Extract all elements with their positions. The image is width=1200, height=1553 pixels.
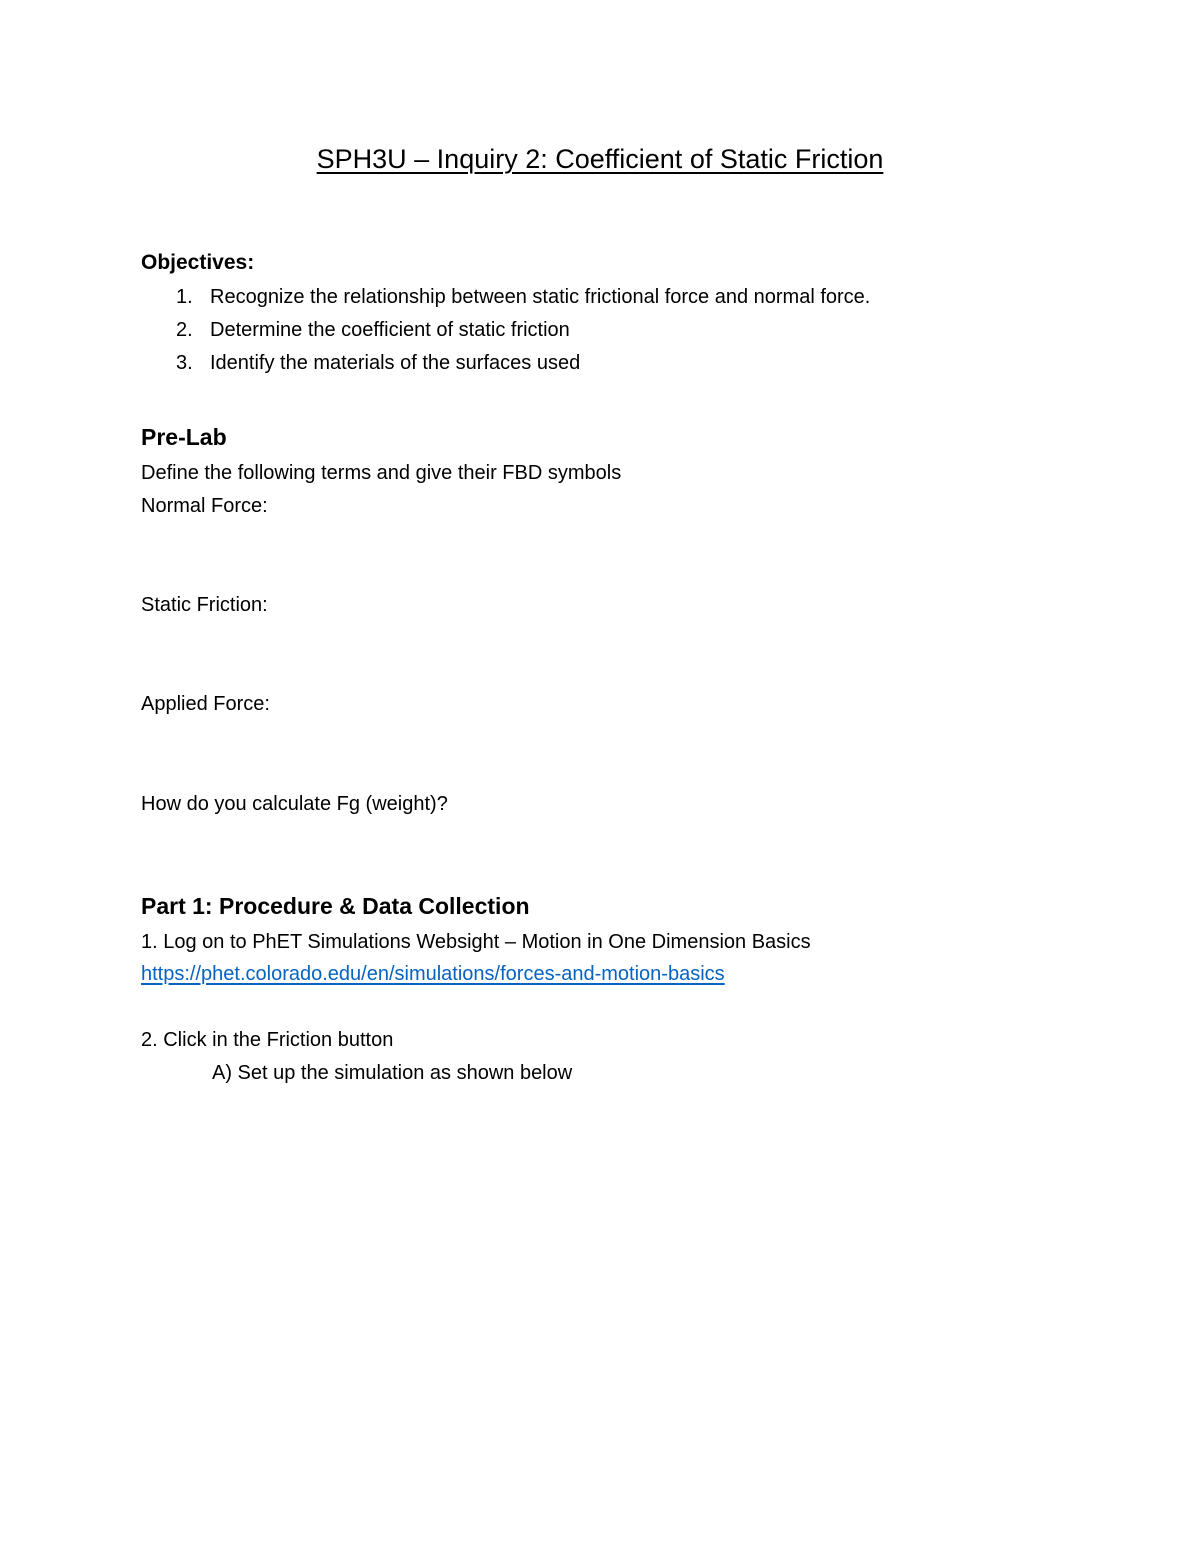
objective-number: 2. — [176, 319, 193, 341]
phet-simulation-link[interactable]: https://phet.colorado.edu/en/simulations/forces-and-motion-basics — [141, 963, 725, 985]
part1-step-2a: A) Set up the simulation as shown below — [212, 1062, 573, 1084]
term-applied-force: Applied Force: — [141, 693, 270, 715]
page-title: SPH3U – Inquiry 2: Coefficient of Static Friction — [316, 144, 884, 174]
objective-item-2 — [176, 319, 570, 342]
objectives-heading: Objectives: — [141, 251, 255, 274]
objective-number: 3. — [176, 352, 193, 374]
part1-step-1: 1. Log on to PhET Simulations Websight – Motion in One Dimension Basics — [141, 931, 811, 953]
prelab-instruction: Define the following terms and give their FBD symbols — [141, 462, 622, 484]
part1-heading: Part 1: Procedure & Data Collection — [141, 893, 530, 919]
term-static-friction: Static Friction: — [141, 594, 268, 616]
term-normal-force: Normal Force: — [141, 495, 268, 517]
objective-text: Determine the coefficient of static friction — [210, 319, 570, 341]
part1-step-2: 2. Click in the Friction button — [141, 1029, 394, 1051]
objective-text: Recognize the relationship between static frictional force and normal force. — [210, 286, 871, 308]
weight-question: How do you calculate Fg (weight)? — [141, 793, 448, 815]
objective-number: 1. — [176, 286, 193, 308]
prelab-heading: Pre-Lab — [141, 424, 227, 450]
objective-item-3 — [176, 352, 580, 375]
objective-text: Identify the materials of the surfaces used — [210, 352, 581, 374]
objective-item-1 — [176, 286, 870, 309]
